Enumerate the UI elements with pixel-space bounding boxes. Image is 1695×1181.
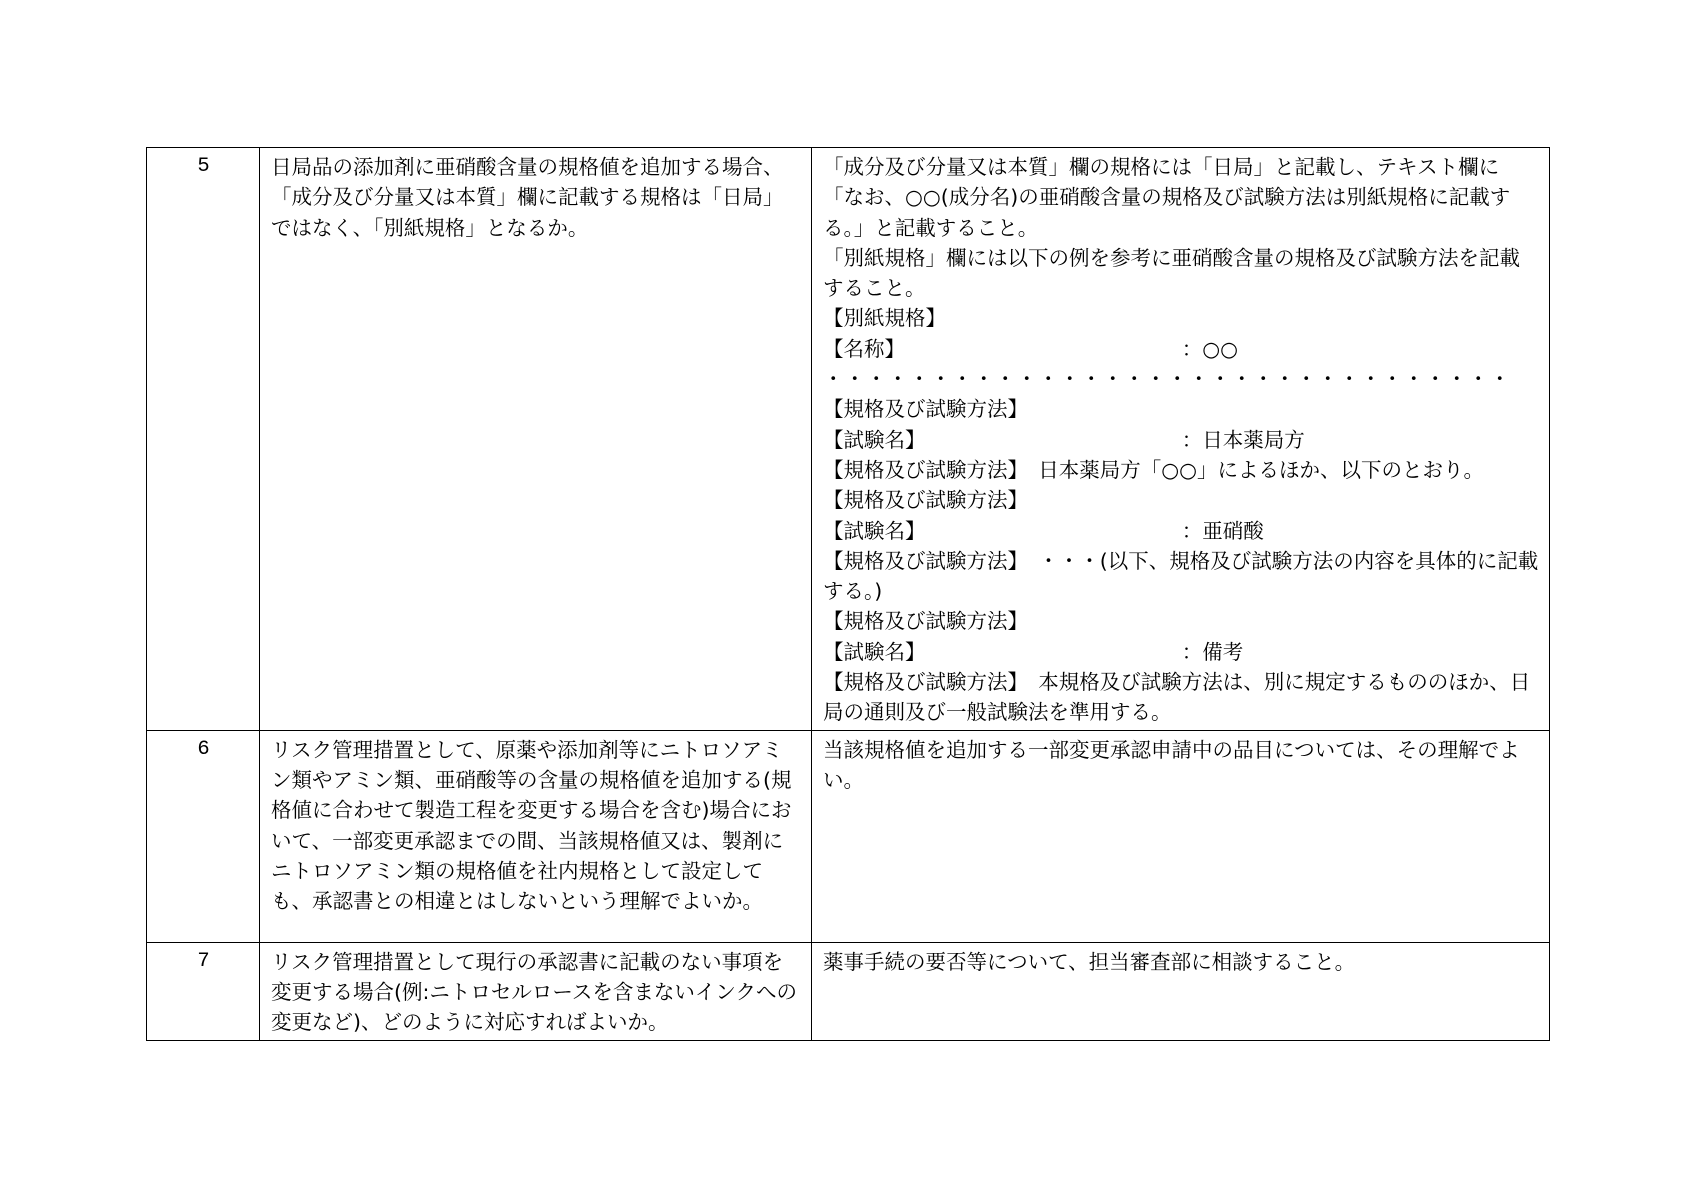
spec-header: 【規格及び試験方法】: [823, 609, 1028, 634]
spec-method: 【規格及び試験方法】 ・・・(以下、規格及び試験方法の内容を具体的に記載する。): [823, 548, 1539, 604]
question-cell: リスク管理措置として、原薬や添加剤等にニトロソアミン類やアミン類、亜硝酸等の含量の規格値を追加する(規格値に合わせて製造工程を変更する場合を含む)場合において、一部変更承認までの間、当該規格値又は、製剤にニトロソアミン類の規格値を社内規格として設定しても、承認書との相違とはしないという理解でよいか。: [260, 730, 812, 942]
ellipsis-dots: ・・・・・・・・・・・・・・・・・・・・・・・・・・・・・・・・: [823, 367, 1511, 392]
spec-method: 【規格及び試験方法】 本規格及び試験方法は、別に規定するもののほか、日局の通則及び一般試験法を準用する。: [823, 670, 1531, 725]
row-number: 6: [147, 730, 260, 942]
attachment-spec-title: 【別紙規格】: [823, 306, 946, 331]
answer-cell: 薬事手続の要否等について、担当審査部に相談すること。: [812, 942, 1550, 1040]
spec-method: 【規格及び試験方法】 日本薬局方「○○」によるほか、以下のとおり。: [823, 457, 1485, 482]
row-number: 7: [147, 942, 260, 1040]
table-row: [147, 942, 1550, 1040]
answer-cell: 当該規格値を追加する一部変更承認申請中の品目については、その理解でよい。: [812, 730, 1550, 942]
spec-test-name: 【試験名】 ：亜硝酸: [823, 518, 1264, 543]
table-row: [147, 730, 1550, 942]
answer-paragraph: 「成分及び分量又は本質」欄の規格には「日局」と記載し、テキスト欄に「なお、○○(成分名)の亜硝酸含量の規格及び試験方法は別紙規格に記載する。」と記載すること。: [823, 155, 1511, 240]
answer-cell: [812, 148, 1550, 731]
question-cell: 日局品の添加剤に亜硝酸含量の規格値を追加する場合、「成分及び分量又は本質」欄に記載する規格は「日局」ではなく、「別紙規格」となるか。: [260, 148, 812, 731]
spec-test-name: 【試験名】 ：日本薬局方: [823, 427, 1305, 452]
spec-header: 【規格及び試験方法】: [823, 397, 1028, 422]
question-cell: リスク管理措置として現行の承認書に記載のない事項を変更する場合(例:ニトロセルロースを含まないインクへの変更など)、どのように対応すればよいか。: [260, 942, 812, 1040]
spec-header: 【規格及び試験方法】: [823, 488, 1028, 513]
spec-test-name: 【試験名】 ：備考: [823, 639, 1244, 664]
attachment-name-line: 【名称】 ：○○: [823, 336, 1239, 361]
qa-table: [146, 147, 1550, 1041]
row-number: 5: [147, 148, 260, 731]
table-row: [147, 148, 1550, 731]
answer-paragraph: 「別紙規格」欄には以下の例を参考に亜硝酸含量の規格及び試験方法を記載すること。: [823, 245, 1520, 301]
